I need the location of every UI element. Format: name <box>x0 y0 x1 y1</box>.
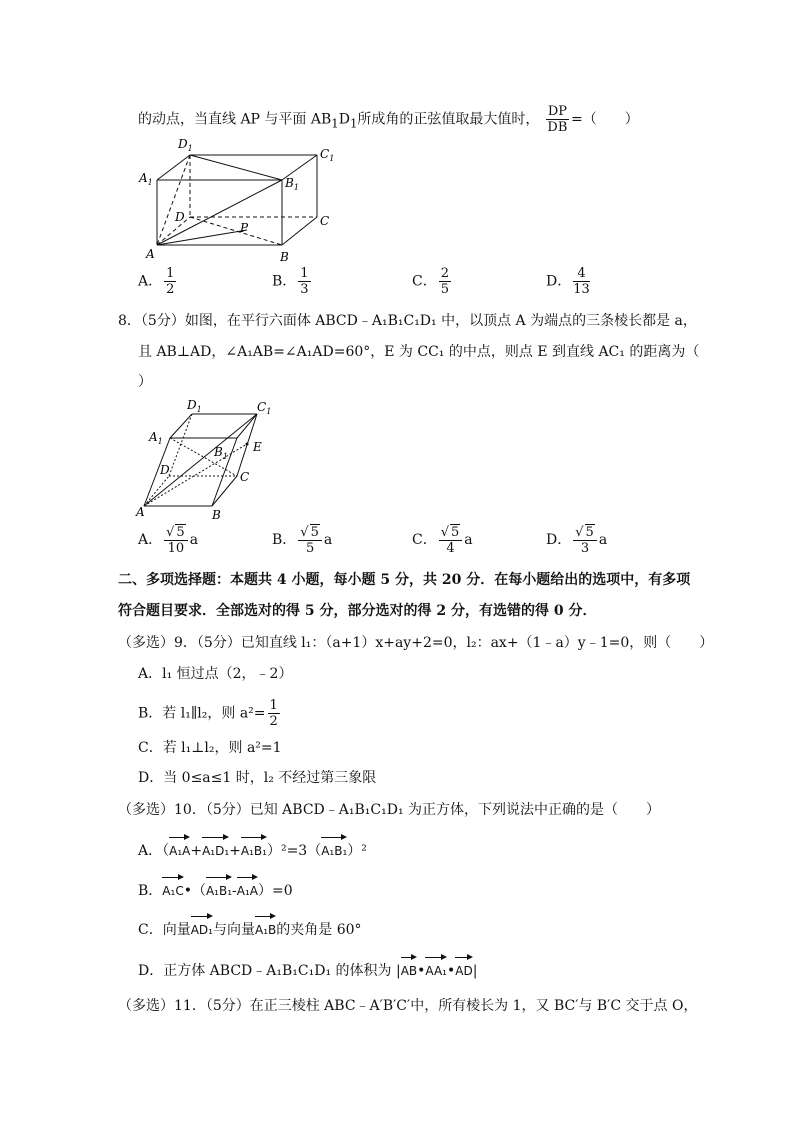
vector: A₁A <box>169 834 190 861</box>
q8-label-A: A <box>136 505 145 519</box>
option-letter: D． <box>546 273 572 290</box>
fraction-numerator: 1 <box>166 266 175 281</box>
q8-label-C: C <box>240 470 250 484</box>
q8-label-B1: $B_1$ <box>214 445 228 461</box>
fraction-numerator: 1 <box>269 698 278 713</box>
option-text: C．向量 <box>138 922 191 938</box>
option-text: 与向量 <box>212 922 255 938</box>
q7-option-b <box>272 266 313 297</box>
option-text: ²=3 <box>280 843 308 859</box>
option-suffix: a <box>464 532 473 548</box>
q7-label-D1: $D_1$ <box>178 137 193 153</box>
fraction-numerator: DP <box>547 104 567 119</box>
q8-parallelepiped-figure <box>132 396 282 526</box>
q7-stem-part: D <box>338 111 350 128</box>
vector: A₁B <box>255 913 276 940</box>
q7-ratio-fraction <box>546 104 569 135</box>
fraction-numerator: 2 <box>440 266 449 281</box>
q8-option-c: C． $\frac{√ 5}{4}$ a <box>412 525 473 556</box>
option-letter: B． <box>272 532 297 548</box>
q8-label-D1: $D_1$ <box>187 398 202 414</box>
q10-option-b: B．A₁C•（A₁B₁-A₁A）=0 <box>138 874 293 901</box>
q8-option-a: A． $\frac{√ 5}{10}$ a <box>138 525 199 556</box>
option-letter: C． <box>412 273 437 290</box>
q7-label-C: C <box>320 214 330 228</box>
q8-label-C1: $C_1$ <box>257 400 272 416</box>
q10-option-c <box>138 913 362 940</box>
q8-label-A1: $A_1$ <box>149 430 163 446</box>
q11-stem: （多选）11．（5分）在正三棱柱 ABC﹣A′B′C′中，所有棱长为 1，又 BC′与 B′C 交于点 O， <box>118 998 698 1014</box>
fraction-denominator: 3 <box>580 541 590 556</box>
q7-stem-part: 所成角的正弦值取最大值时， <box>357 111 540 128</box>
q7-stem-part: 的动点，当直线 AP 与平面 AB <box>138 111 332 128</box>
fraction-denominator: 13 <box>573 282 590 297</box>
fraction-denominator: 2 <box>166 282 175 297</box>
q7-option-d <box>546 266 592 297</box>
fraction-denominator: 4 <box>446 541 455 556</box>
option-text: 的夹角是 60° <box>276 922 362 938</box>
q7-label-B1: $B_1$ <box>285 176 299 192</box>
option-text: ² <box>361 843 367 859</box>
q7-option-a <box>138 266 178 297</box>
q8-label-D: D <box>160 463 170 477</box>
vector: AD <box>455 954 472 981</box>
option-text: B．若 l₁∥l₂，则 a²= <box>138 705 266 722</box>
section2-heading-line-1: 二、多项选择题：本题共 4 小题，每小题 5 分，共 20 分．在每小题给出的选项中，有多项 <box>118 572 691 588</box>
option-letter: A． <box>138 273 163 290</box>
fraction-denominator: 5 <box>305 541 315 556</box>
q9-option-a: A．l₁ 恒过点（2，﹣2） <box>138 666 293 682</box>
q7-label-A1: $A_1$ <box>139 171 153 187</box>
radicand: 5 <box>176 525 185 540</box>
q10-option-a: A．（A₁A+A₁D₁+A₁B₁）²=3（A₁B₁）² <box>138 834 367 861</box>
q7-stem-line: 的动点，当直线 AP 与平面 $AB_1D_1$所成角的正弦值取最大值时， $\frac{DP}{DB}$ =（ ） <box>138 104 639 135</box>
vector: A₁D₁ <box>202 834 229 861</box>
q7-label-D: D <box>175 210 185 224</box>
option-letter: A． <box>138 843 163 859</box>
q7-option-c <box>412 266 453 297</box>
vector: A₁B₁ <box>241 834 267 861</box>
vector: A₁A <box>237 874 258 901</box>
option-text: =0 <box>272 883 293 899</box>
fraction-denominator: 10 <box>167 541 185 556</box>
q8-label-B: B <box>212 508 221 522</box>
q8-option-d: D． $\frac{√ 5}{3}$ a <box>546 525 608 556</box>
radicand: 5 <box>310 525 319 540</box>
q8-option-b: B． $\frac{√ 5}{5}$ a <box>272 525 333 556</box>
option-letter: C． <box>412 532 437 548</box>
q7-stem-part: =（ ） <box>570 111 639 128</box>
q7-label-P: P <box>240 221 249 235</box>
fraction-numerator: 4 <box>573 266 590 282</box>
vector: AD₁ <box>191 913 213 940</box>
option-letter: D． <box>546 532 572 548</box>
fraction-denominator: 2 <box>269 714 278 729</box>
option-suffix: a <box>189 532 199 548</box>
q7-label-C1: $C_1$ <box>320 147 335 163</box>
q7-label-B: B <box>280 250 289 264</box>
vector: A₁C <box>162 874 183 901</box>
q7-label-A: A <box>146 247 155 261</box>
option-text: D．正方体 ABCD﹣A₁B₁C₁D₁ 的体积为 <box>138 963 392 979</box>
fraction-numerator: 1 <box>300 266 309 281</box>
radicand: 5 <box>451 525 460 540</box>
fraction-denominator: DB <box>547 120 568 135</box>
q7-prism-figure <box>132 135 342 265</box>
q8-stem-line-3: ） <box>138 374 152 390</box>
q8-stem-line-1: 8．（5分）如图，在平行六面体 ABCD﹣A₁B₁C₁D₁ 中，以顶点 A 为端点的三条棱长都是 a， <box>118 313 697 329</box>
option-suffix: a <box>323 532 333 548</box>
q10-stem: （多选）10．（5分）已知 ABCD﹣A₁B₁C₁D₁ 为正方体，下列说法中正确的是（ ） <box>118 802 660 818</box>
q8-stem-line-2: 且 AB⊥AD，∠A₁AB=∠A₁AD=60°，E 为 CC₁ 的中点，则点 E 到直线 AC₁ 的距离为（ <box>138 344 700 360</box>
vector: A₁B₁ <box>321 834 347 861</box>
q9-option-c: C．若 l₁⊥l₂，则 a²=1 <box>138 740 282 756</box>
option-letter: A． <box>138 532 163 548</box>
q8-label-E: E <box>253 440 262 454</box>
vector: AA₁ <box>425 954 447 981</box>
vector: AB <box>401 954 417 981</box>
q9-option-b <box>138 698 282 729</box>
radicand: 5 <box>585 525 594 540</box>
fraction-denominator: 3 <box>300 282 309 297</box>
option-letter: B． <box>138 883 163 899</box>
q9-stem: （多选）9．（5分）已知直线 l₁：（a+1）x+ay+2=0，l₂：ax+（1﹣a）y﹣1=0，则（ ） <box>118 635 714 651</box>
vector: A₁B₁ <box>206 874 232 901</box>
q10-option-d: D．正方体 ABCD﹣A₁B₁C₁D₁ 的体积为 |AB•AA₁•AD| <box>138 954 477 981</box>
option-suffix: a <box>598 532 608 548</box>
fraction-denominator: 5 <box>440 282 449 297</box>
section2-heading-line-2: 符合题目要求．全部选对的得 5 分，部分选对的得 2 分，有选错的得 0 分． <box>118 603 597 619</box>
q9-option-d: D．当 0≤a≤1 时，l₂ 不经过第三象限 <box>138 770 377 786</box>
option-letter: B． <box>272 273 297 290</box>
